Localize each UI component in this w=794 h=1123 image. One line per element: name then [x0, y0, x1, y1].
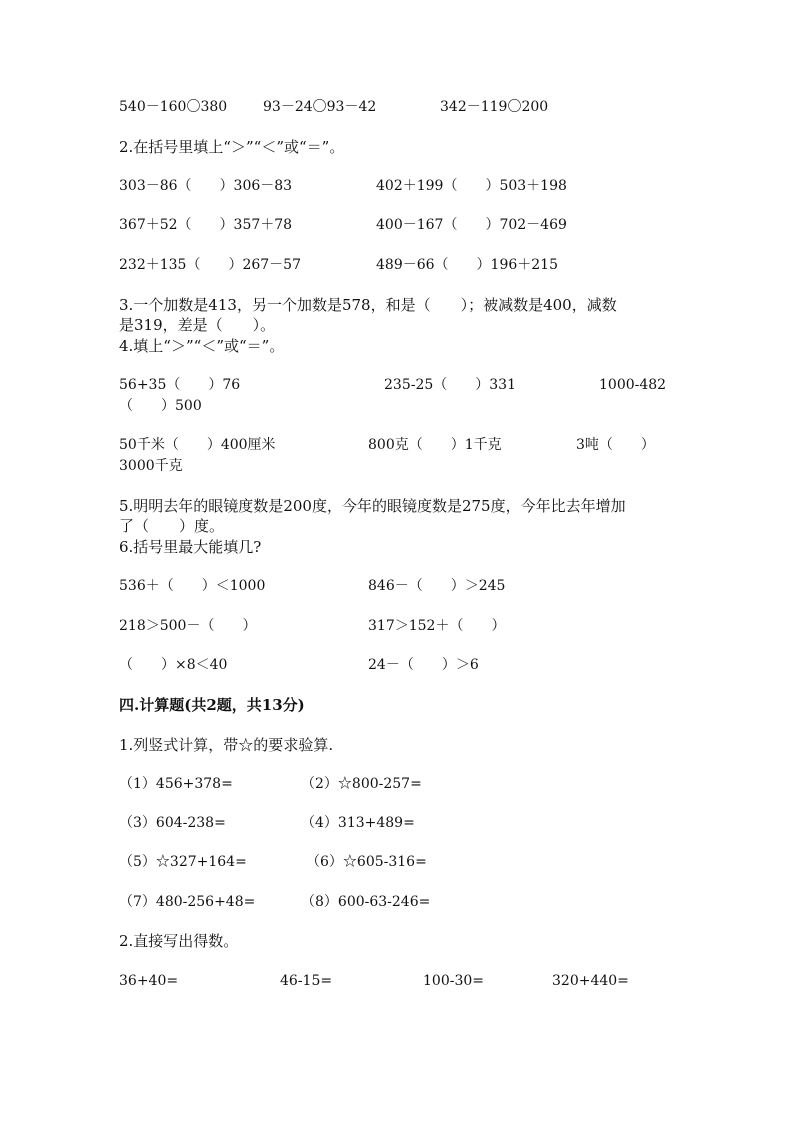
calc-item: （2）☆800-257=	[301, 776, 422, 792]
question-3-line-1: 3.一个加数是413，另一个加数是578，和是（ ）；被减数是400，减数	[119, 296, 617, 314]
question-6-item: 536＋（ ）＜1000	[119, 578, 266, 594]
question-2-item: 400－167（ ）702－469	[376, 217, 567, 233]
question-6-item: 846－（ ）＞245	[368, 578, 506, 594]
section-4-heading: 四.计算题(共2题，共13分)	[119, 696, 305, 714]
question-4-item: 1000-482	[599, 377, 667, 393]
calc-question-1-title: 1.列竖式计算，带☆的要求验算.	[119, 736, 334, 754]
question-4-item: 50千米（ ）400厘米	[119, 437, 276, 453]
question-2-item: 232＋135（ ）267－57	[119, 257, 301, 273]
calc-item: （6）☆605-316=	[306, 854, 427, 870]
question-4-item-continued: （ ）500	[119, 398, 202, 414]
question-6-item: 317＞152＋（ ）	[368, 618, 506, 634]
question-3-line-2: 是319，差是（ ）。	[119, 316, 276, 334]
question-5-line-1: 5.明明去年的眼镜度数是200度，今年的眼镜度数是275度，今年比去年增加	[119, 497, 626, 515]
compare-item: 342－119〇200	[440, 99, 549, 115]
question-5-line-2: 了（ ）度。	[119, 517, 225, 535]
question-2-item: 303－86（ ）306－83	[119, 178, 293, 194]
question-4-item: 56+35（ ）76	[119, 377, 241, 393]
question-6-item: （ ）×8＜40	[119, 657, 228, 673]
mental-math-item: 100-30=	[423, 973, 484, 989]
question-4-item: 235-25（ ）331	[384, 377, 516, 393]
question-2-item: 367＋52（ ）357＋78	[119, 217, 293, 233]
mental-math-item: 46-15=	[280, 973, 333, 989]
calc-item: （4）313+489=	[301, 815, 415, 831]
compare-item: 93－24〇93－42	[263, 99, 377, 115]
calc-question-2-title: 2.直接写出得数。	[119, 932, 239, 950]
mental-math-item: 36+40=	[119, 973, 179, 989]
question-6-item: 218＞500－（ ）	[119, 618, 257, 634]
question-4-item: 3吨（ ）	[576, 437, 655, 453]
question-6-item: 24－（ ）＞6	[368, 657, 479, 673]
calc-item: （1）456+378=	[119, 776, 233, 792]
question-2-item: 402＋199（ ）503＋198	[376, 178, 567, 194]
calc-item: （7）480-256+48=	[119, 894, 256, 910]
question-4-title: 4.填上“＞”“＜”或“＝”。	[119, 337, 285, 355]
question-6-title: 6.括号里最大能填几?	[119, 538, 262, 556]
compare-item: 540－160〇380	[119, 99, 228, 115]
question-2-item: 489－66（ ）196＋215	[376, 257, 558, 273]
question-2-title: 2.在括号里填上“＞”“＜”或“＝”。	[119, 138, 345, 156]
question-4-item-continued: 3000千克	[119, 458, 183, 474]
calc-item: （8）600-63-246=	[301, 894, 431, 910]
calc-item: （5）☆327+164=	[119, 854, 247, 870]
calc-item: （3）604-238=	[119, 815, 226, 831]
mental-math-item: 320+440=	[552, 973, 629, 989]
question-4-item: 800克（ ）1千克	[368, 437, 502, 453]
